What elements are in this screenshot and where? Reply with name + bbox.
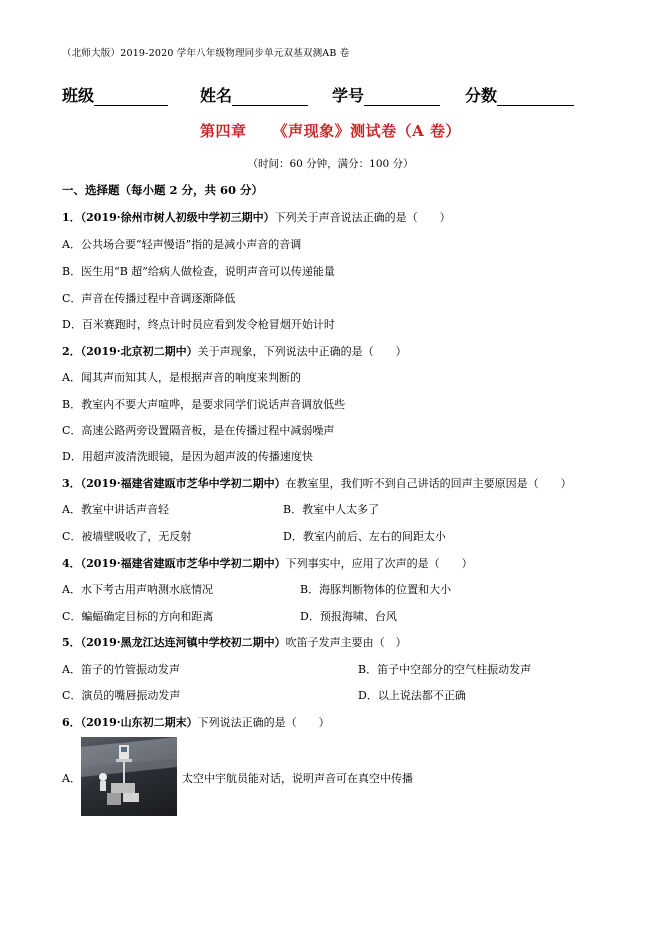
question-4 (62, 555, 473, 571)
score-blank[interactable] (497, 87, 574, 106)
section-heading: 一、选择题（每小题 2 分，共 60 分） (62, 183, 264, 197)
q3-option-a: A．教室中讲话声音轻 (62, 503, 169, 516)
question-stem: 关于声现象，下列说法中正确的是（ ） (197, 345, 407, 358)
question-stem: 吹笛子发声主要由（ ） (285, 636, 407, 649)
q6-option-a-text: 太空中宇航员能对话，说明声音可在真空中传播 (182, 772, 413, 785)
q2-option-b: B．教室内不要大声喧哗，是要求同学们说话声音调放低些 (62, 398, 346, 411)
q1-option-a: A．公共场合要“轻声慢语”指的是减小声音的音调 (62, 238, 302, 251)
exam-title (0, 120, 661, 141)
q5-option-b: B．笛子中空部分的空气柱振动发声 (358, 663, 532, 676)
question-number: 2． (62, 345, 81, 358)
q3-option-d: D．教室内前后、左右的间距太小 (283, 530, 446, 543)
question-number: 6． (62, 716, 81, 729)
question-stem: 下列关于声音说法正确的是（ ） (274, 211, 451, 224)
class-blank[interactable] (94, 87, 168, 106)
q5-option-d: D．以上说法都不正确 (358, 689, 466, 702)
chapter-label: 第四章 (200, 122, 247, 140)
exam-subtitle: （时间：60 分钟，满分：100 分） (247, 158, 414, 170)
question-number: 4． (62, 557, 81, 570)
question-6 (62, 714, 330, 730)
q4-option-a: A．水下考古用声呐测水底情况 (62, 583, 213, 596)
q1-option-d: D．百米赛跑时，终点计时员应看到发令枪冒烟开始计时 (62, 318, 335, 331)
name-field (200, 83, 308, 106)
score-label: 分数 (465, 86, 498, 105)
class-field (62, 83, 168, 106)
question-1 (62, 209, 451, 225)
question-stem: 下列事实中，应用了次声的是（ ） (285, 557, 473, 570)
q2-option-a: A．闻其声而知其人，是根据声音的响度来判断的 (62, 371, 301, 384)
score-field (465, 83, 574, 106)
name-blank[interactable] (232, 87, 308, 106)
q3-option-b: B．教室中人太多了 (283, 503, 380, 516)
question-stem: 下列说法正确的是（ ） (197, 716, 330, 729)
q5-option-c: C．演员的嘴唇振动发声 (62, 689, 181, 702)
q2-option-c: C．高速公路两旁设置隔音板，是在传播过程中减弱噪声 (62, 424, 335, 437)
question-number: 3． (62, 477, 81, 490)
question-stem: 在教室里，我们听不到自己讲话的回声主要原因是（ ） (285, 477, 572, 490)
q1-option-b: B．医生用“B 超”给病人做检查，说明声音可以传递能量 (62, 265, 335, 278)
q4-option-d: D．预报海啸、台风 (300, 610, 397, 623)
question-source: （2019·福建省建瓯市芝华中学初二期中） (80, 557, 286, 570)
class-label: 班级 (62, 86, 95, 105)
question-number: 5． (62, 636, 81, 649)
exam-name: 《声现象》测试卷（A 卷） (272, 122, 461, 140)
student-id-blank[interactable] (364, 87, 440, 106)
q4-option-b: B．海豚判断物体的位置和大小 (300, 583, 452, 596)
question-source: （2019·山东初二期末） (80, 716, 198, 729)
question-source: （2019·黑龙江达连河镇中学校初二期中） (80, 636, 286, 649)
astronaut-space-illustration (81, 737, 177, 816)
question-number: 1． (62, 211, 81, 224)
q1-option-c: C．声音在传播过程中音调逐渐降低 (62, 292, 236, 305)
question-5 (62, 634, 407, 650)
q5-option-a: A．笛子的竹管振动发声 (62, 663, 180, 676)
student-id-field (332, 83, 440, 106)
name-label: 姓名 (200, 86, 233, 105)
question-source: （2019·福建省建瓯市芝华中学初二期中） (80, 477, 286, 490)
header-note: （北师大版）2019-2020 学年八年级物理同步单元双基双测AB 卷 (62, 48, 350, 59)
question-source: （2019·北京初二期中） (80, 345, 198, 358)
q3-option-c: C．被墙壁吸收了，无反射 (62, 530, 192, 543)
question-3 (62, 475, 572, 491)
question-2 (62, 343, 407, 359)
question-source: （2019·徐州市树人初级中学初三期中） (80, 211, 275, 224)
student-id-label: 学号 (332, 86, 365, 105)
astronaut-space-photo (81, 737, 177, 816)
q4-option-c: C．蝙蝠确定目标的方向和距离 (62, 610, 214, 623)
q6-option-a-label: A． (62, 772, 81, 785)
q2-option-d: D．用超声波清洗眼镜，是因为超声波的传播速度快 (62, 450, 313, 463)
